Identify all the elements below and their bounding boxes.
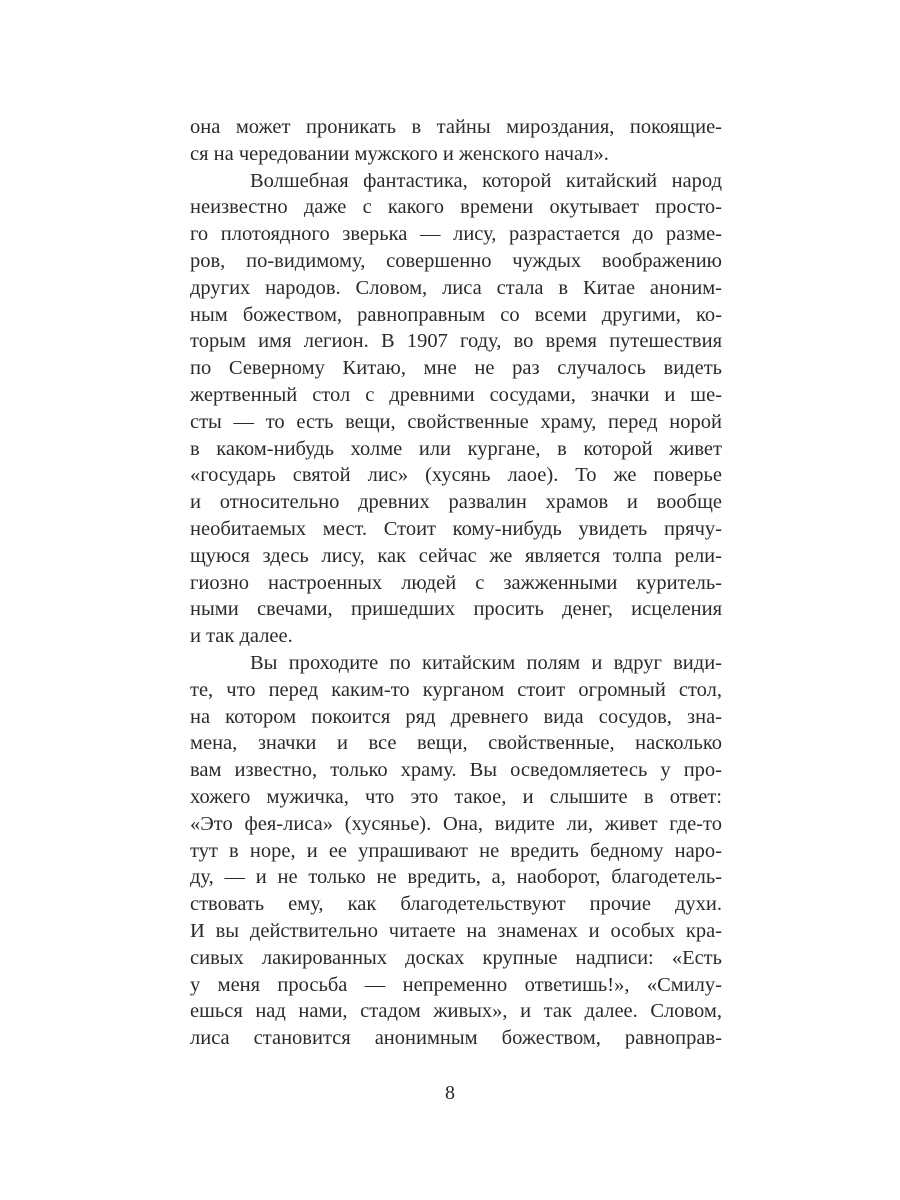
text-line: Волшебная фантастика, которой китайский народ bbox=[250, 169, 722, 192]
text-line: И вы действительно читаете на знаменах и особых кра- bbox=[190, 919, 722, 942]
text-line: других народов. Словом, лиса стала в Китае аноним- bbox=[190, 276, 722, 299]
text-line: «Это фея-лиса» (хусянье). Она, видите ли, живет где-то bbox=[190, 812, 722, 835]
text-line: ров, по-видимому, совершенно чуждых воображению bbox=[190, 249, 722, 272]
text-line: сивых лакированных досках крупные надписи: «Есть bbox=[190, 946, 722, 969]
page-body-text bbox=[190, 114, 722, 1052]
text-line: тут в норе, и ее упрашивают не вредить бедному наро- bbox=[190, 839, 722, 862]
text-line: го плотоядного зверька — лису, разрастается до разме- bbox=[190, 223, 722, 246]
text-line: и так далее. bbox=[190, 625, 293, 648]
text-line: по Северному Китаю, мне не раз случалось видеть bbox=[190, 357, 722, 380]
text-line: неизвестно даже с какого времени окутывает просто- bbox=[190, 196, 722, 219]
text-line: «государь святой лис» (хусянь лаое). То же поверье bbox=[190, 464, 722, 487]
text-line: сты — то есть вещи, свойственные храму, перед норой bbox=[190, 410, 722, 433]
text-line: торым имя легион. В 1907 году, во время путешествия bbox=[190, 330, 722, 353]
text-line: ду, — и не только не вредить, а, наоборот, благодетель- bbox=[190, 866, 722, 889]
text-line: ешься над нами, стадом живых», и так далее. Словом, bbox=[190, 1000, 722, 1023]
text-line: ным божеством, равноправным со всеми другими, ко- bbox=[190, 303, 722, 326]
text-line: и относительно древних развалин храмов и вообще bbox=[190, 491, 722, 514]
text-line: у меня просьба — непременно ответишь!», «Смилу- bbox=[190, 973, 722, 996]
text-line: гиозно настроенных людей с зажженными куритель- bbox=[190, 571, 722, 594]
text-line: ными свечами, пришедших просить денег, исцеления bbox=[190, 598, 722, 621]
text-line: щуюся здесь лису, как сейчас же является толпа рели- bbox=[190, 544, 722, 567]
text-line: необитаемых мест. Стоит кому-нибудь увидеть прячу- bbox=[190, 517, 722, 540]
text-line: вам известно, только храму. Вы осведомляетесь у про- bbox=[190, 759, 722, 782]
page-number: 8 bbox=[445, 1082, 455, 1104]
text-line: ся на чередовании мужского и женского начал». bbox=[190, 142, 609, 165]
text-line: Вы проходите по китайским полям и вдруг види- bbox=[250, 651, 722, 674]
text-line: те, что перед каким-то курганом стоит огромный стол, bbox=[190, 678, 722, 701]
text-line: в каком-нибудь холме или кургане, в которой живет bbox=[190, 437, 722, 460]
text-line: хожего мужичка, что это такое, и слышите в ответ: bbox=[190, 785, 722, 808]
text-line: она может проникать в тайны мироздания, покоящие- bbox=[190, 116, 722, 138]
text-line: мена, значки и все вещи, свойственные, насколько bbox=[190, 732, 722, 755]
text-line: ствовать ему, как благодетельствуют прочие духи. bbox=[190, 893, 722, 916]
text-line: жертвенный стол с древними сосудами, значки и ше- bbox=[190, 383, 722, 406]
text-line: на котором покоится ряд древнего вида сосудов, зна- bbox=[190, 705, 722, 728]
text-line: лиса становится анонимным божеством, равноправ- bbox=[190, 1027, 722, 1050]
